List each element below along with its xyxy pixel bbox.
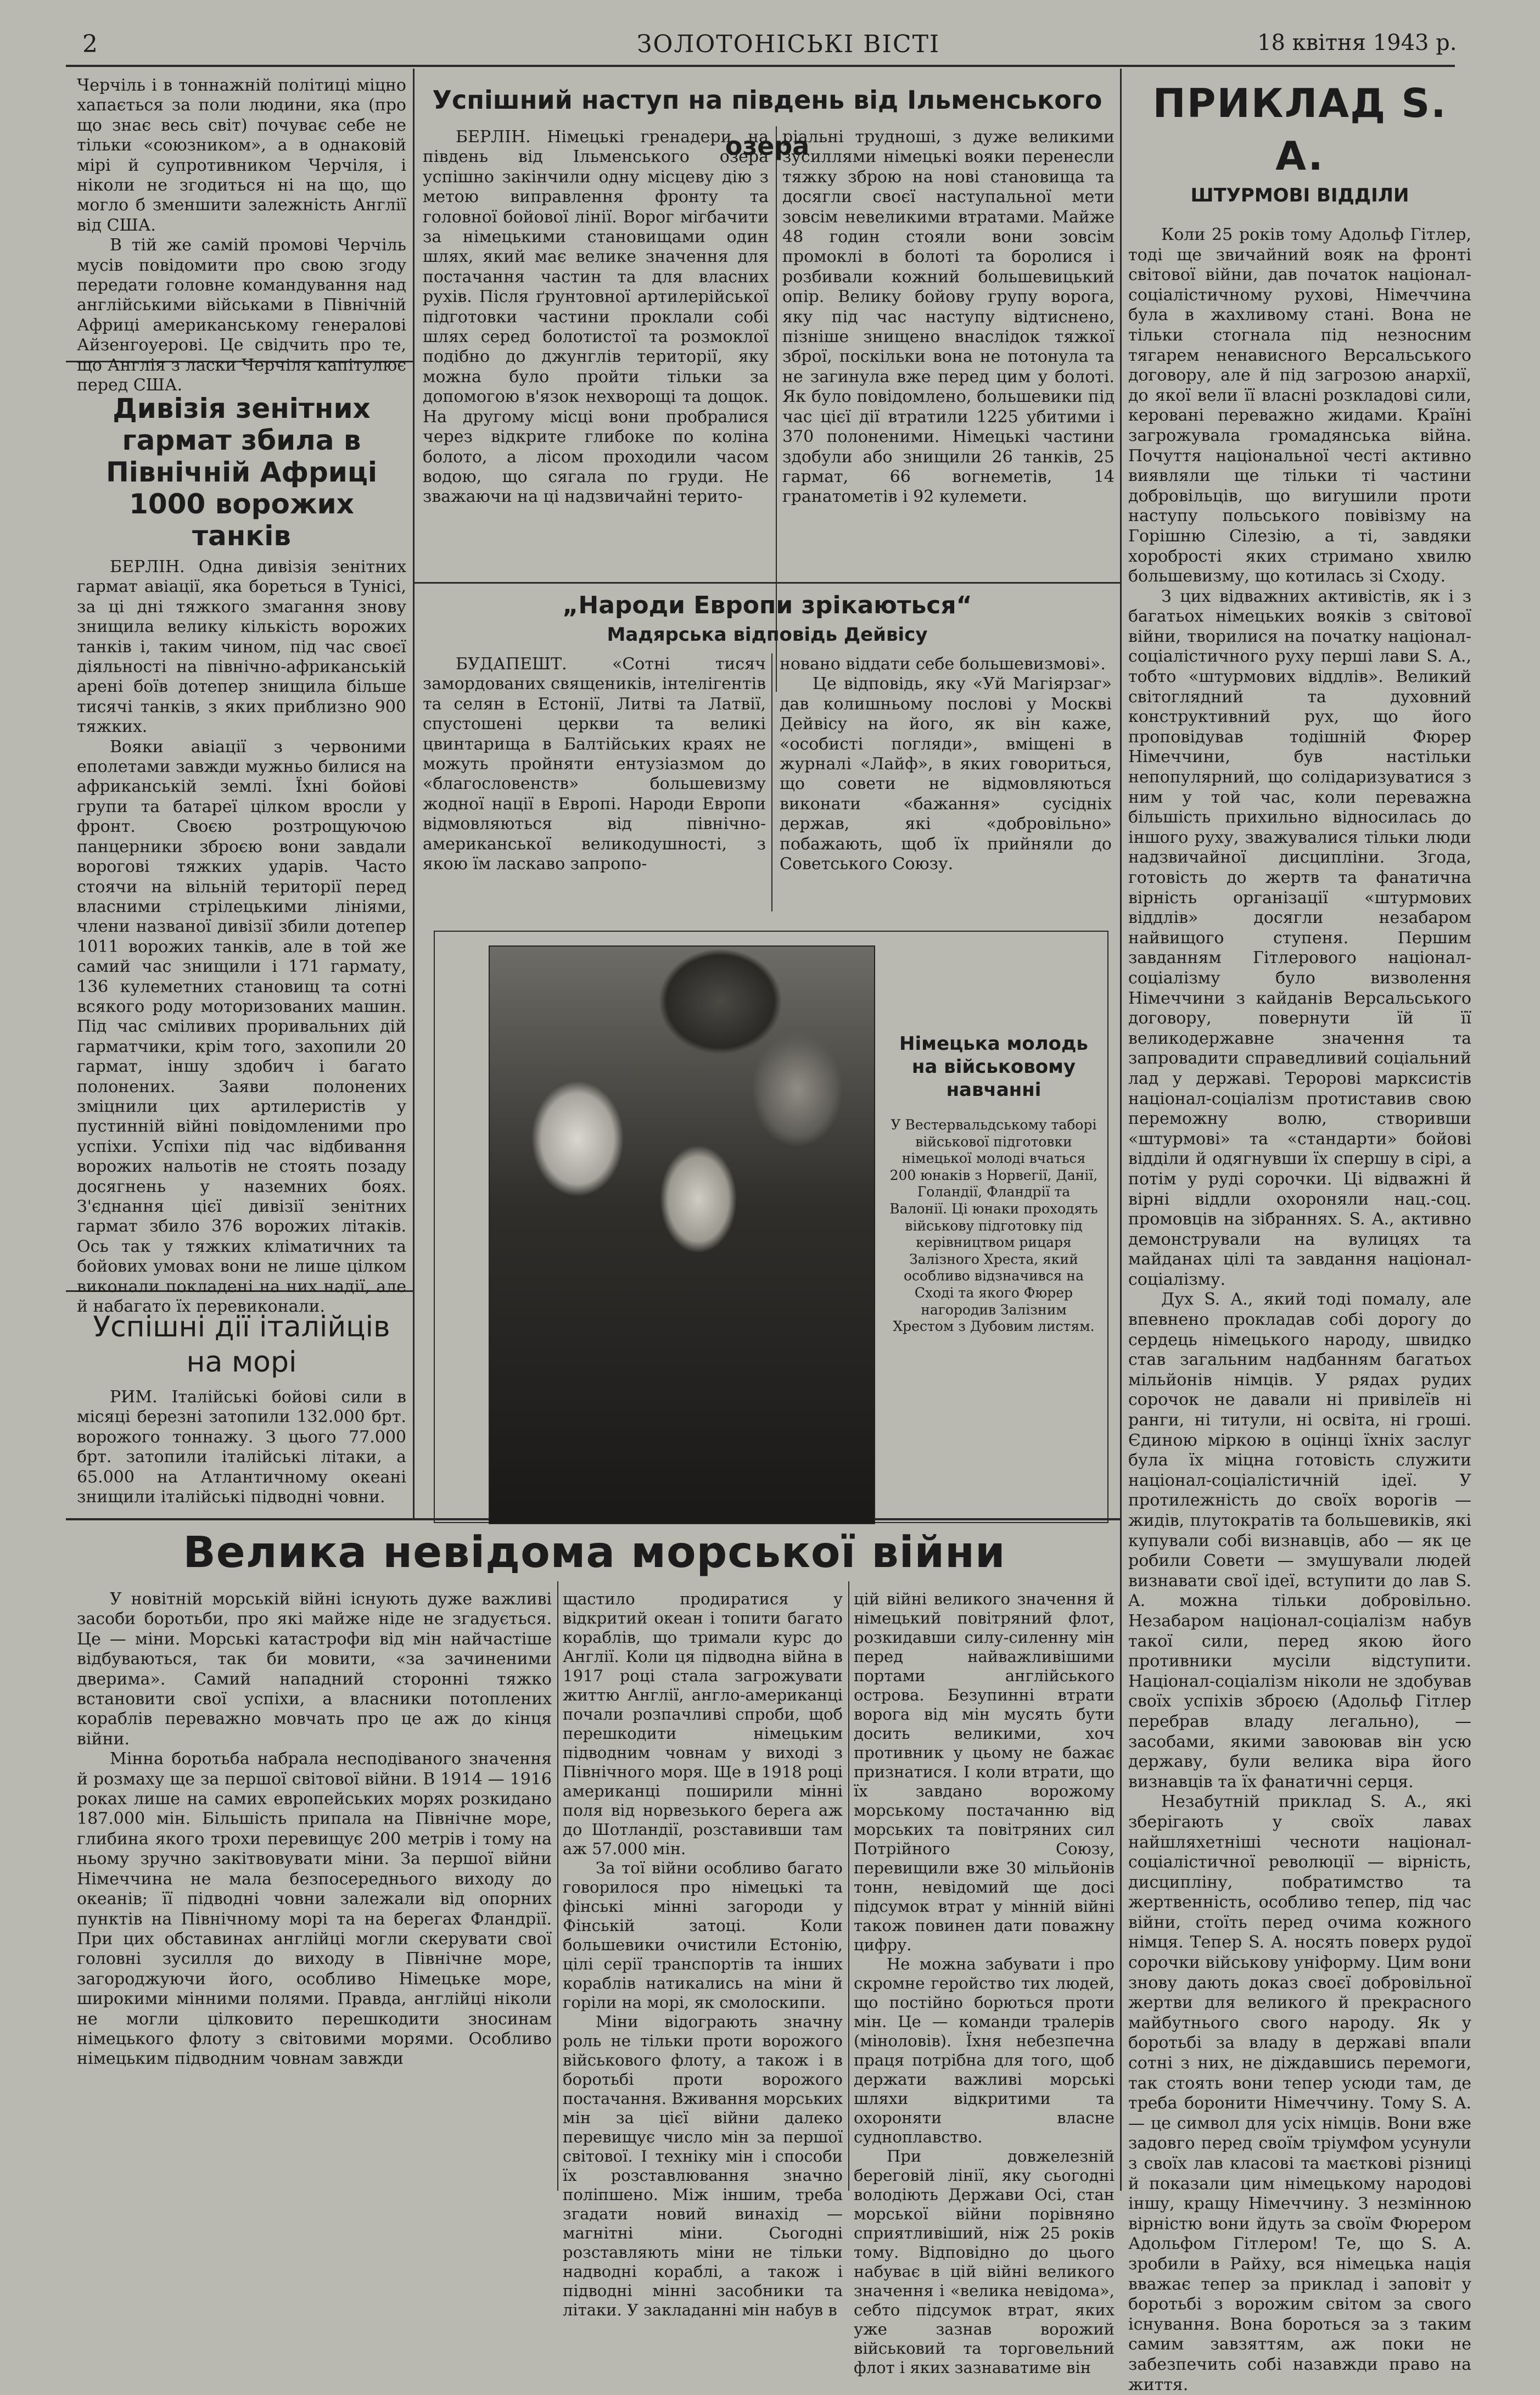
column-divider: [1120, 1518, 1122, 2191]
article-headline: „Народи Европи зрікаються“: [562, 591, 972, 619]
paragraph: У новітній морській війні існують дуже важливі засоби боротьби, про які майже ніде не згадується. Це — міни. Морські катастрофи від мін найчастіше відбуваються, так би мовити, «за зачиненими дверима». Самий нападний сторонні тяжко встановити свої успіхи, а власники потоплених кораблів переважно мовчать про це аж до кінця війни.: [77, 1590, 552, 1749]
paragraph: При довжелезній береговій лінії, яку сьогодні володіють Держави Осі, стан морської війни порівняно сприятливіший, ніж 25 років тому. Відповідно до цього набуває в цій війні великого значення і «велика невідома», себто підсумок втрат, яких уже зазнав ворожий військовий та торговельний флот і яких зазнаватиме він: [854, 2147, 1115, 2377]
paragraph: РИМ. Італійські бойові сили в місяці березні затопили 132.000 брт. ворожого тоннажу. З цього 77.000 брт. затопили італійські літаки, а 65.000 на Атлантичному океані знищили італійські підводні човни.: [77, 1387, 406, 1507]
article-mines-col-c: [854, 1590, 1115, 2377]
column-divider: [557, 1581, 558, 2191]
header-rule: [66, 65, 1455, 67]
section-rule: [415, 582, 1120, 584]
article-headline: Велика невідома морської війни: [183, 1528, 1006, 1577]
paragraph: БЕРЛІН. Німецькі гренадери на південь від Ільменського озера успішно закінчили одну місцеву дію з метою виправлення фронту та головної бойової лінії. Ворог мігбачити за німецькими становищами один шлях, який має велике значення для постачання частин та для власних рухів. Після ґрунтовної артилерійської підготовки частини проклали собі шлях серед болотистої та розмоклої подібно до джунглів території, яку можна було пройти тільки за допомогою в'язок нехворощі та дощок. На другому місці вони пробралися через відкрите глибоке по коліна болото, а лісом проходили часом водою, що сягала по груди. Не зважаючи на ці надзвичайні терито-: [423, 127, 769, 507]
article-mines-col-b: [563, 1590, 843, 2319]
article-headline: ПРИКЛАД S. A.: [1152, 80, 1447, 179]
paragraph: новано віддати себе большевизмові».: [780, 654, 1106, 674]
paragraph: ріальні трудноші, з дуже великими зусиллями німецькі вояки перенесли тяжку зброю на нові становища та досягли своєї наступальної мети зовсім невеликими втратами. Майже 48 годин стояли вони зовсім промоклі в болоті та боролися і розбивали кожний большевицький опір. Велику бойову групу ворога, яку під час наступу відтиснено, пізніше знищено внаслідок тяжкої зброї, поскільки вона не потонула та не загинула вже перед цим у болоті. Як було повідомлено, большевики під час цієї дії втратили 1225 убитими і 370 полоненими. Німецькі частини здобули або знищили 26 танків, 25 гармат, 66 вогнеметів, 14 гранатометів і 92 кулемети.: [782, 127, 1115, 507]
article-italians: [77, 1310, 406, 1515]
article-peoples-col-a: [423, 654, 766, 913]
column-divider: [848, 1581, 849, 2191]
article-sa: [1128, 77, 1471, 2394]
article-ilmen-col-a: [423, 127, 769, 578]
article-ilmen-col-b: [782, 127, 1115, 578]
photo-caption: [889, 1032, 1098, 1471]
paragraph: БЕРЛІН. Одна дивізія зенітних гармат авіації, яка бореться в Тунісі, за ці дні тяжкого змагання знову знищила велику кількість ворожих танків і, таким чином, під час своєї діяльності на північно-африканській арені боїв дотепер знищила більше тисячі танків, з яких приблизно 900 тяжких.: [77, 557, 406, 737]
column-1-continuation: [77, 76, 406, 395]
paragraph: Коли 25 років тому Адольф Гітлер, тоді ще звичайний вояк на фронті світової війни, дав початок націонал-соціалістичному рухові, Німеччина була в жахливому стані. Вона не тільки стогнала під незносним тягарем ненависного Версальського договору, але й під загрозою анархії, до якої вели її власні розкладові сили, керовані переважно жидами. Країні загрожувала громадянська війна. Почуття національної честі активно виявляли ще тільки ті частини добровільців, що виrушили проти наступу польського повівізму на Горішню Сілезію, а ті, завдяки хоробрості яких стримано хвилю большевизму, що котилась зі Сходу.: [1128, 225, 1471, 586]
article-mines-headline-box: [71, 1526, 1117, 1581]
article-headline: Дивізія зенітних гармат збила в Північній Африці 1000 ворожих танків: [105, 393, 378, 552]
paragraph: За тої війни особливо багато говорилося про німецькі та фінські мінні загороди у Фінській затоці. Коли большевики очистили Естонію, цілі серії транспортів та інших кораблів натикались на міни й горіли на морі, як смолоскипи.: [563, 1859, 843, 2012]
paragraph: БУДАПЕШТ. «Сотні тисяч замордованих священиків, інтелігентів та селян в Естонії, Литві та Латвії, спустошені церкви та великі цвинтарища в Балтійських краях не можуть пройняти ентузіазмом до «благословенств» большевизму жодної нації в Европі. Народи Европи відмовляються від північно-американської великодушності, з якою їм ласкаво запропо-: [423, 654, 766, 874]
article-anti-aircraft: [77, 393, 406, 1317]
article-peoples-col-b: [780, 654, 1112, 913]
article-headline: Успішні дії італійців на морі: [93, 1311, 390, 1379]
article-ilmen-headline-box: [420, 77, 1115, 161]
article-headline: Успішний наступ на південь від Ільменського озера: [432, 85, 1102, 161]
article-subhead: Мадярська відповідь Дейвісу: [607, 624, 928, 646]
paragraph: Не можна забувати і про скромне геройство тих людей, що постійно борються проти мін. Це — команди тралерів (міноловів). Їхня небезпечна праця потрібна для того, щоб держати важливі морські шляхи відкритими та охороняти власне судноплавство.: [854, 1955, 1115, 2146]
article-mines-col-a: [77, 1590, 552, 2193]
issue-date: 18 квітня 1943 р.: [1257, 30, 1457, 55]
paragraph: Черчіль і в тоннажній політиці міцно хапається за поли людини, яка (про що знає весь світ) почуває себе не тільки «союзником», а в однаковій мірі й супротивником Черчіля, і ніколи не згодиться ні на що, що могло б зменшити залежність Англії від США.: [77, 76, 406, 235]
paragraph: В тій же самій промові Черчіль мусів повідомити про свою згоду передати головне командування над англійськими військами в Північній Африці американському генералові Айзенгоуерові. Це свідчить про те, що Англія з ласки Черчіля капітулює перед США.: [77, 236, 406, 395]
photo-youth-training: [489, 945, 875, 1524]
column-divider: [413, 69, 415, 1518]
paragraph: Дух S. A., який тоді помалу, але впевнено прокладав собі дорогу до сердець німецького народу, швидко став загальним надбанням багатьох мільйонів німців. У рядах рудих сорочок не давали ні привілеїв ні ранги, ні титули, ні освіта, ні гроші. Єдиною міркою в оцінці їхніх заслуг була їх міцна готовість служити націонал-соціалістичній ідеї. У протилежність до своїх ворогів — жидів, плутократів та большевиків, які купували собі визнавців, або — як це робили Совети — змушували людей визнавати свої ідеї, вступити до лав S. A. можна тільки добровільно. Незабаром націонал-соціалізм набув такої сили, перед якою його противники мусіли відступити. Націонал-соціалізм ніколи не здобував своїх успіхів зброєю (Адольф Гітлер перебрав владу легально), — засобами, якими завоював він усю державу, були велика віра його визнавців та їх фанатичні серця.: [1128, 1290, 1471, 1792]
newspaper-title: ЗОЛОТОНІСЬКІ ВІСТІ: [637, 30, 940, 58]
page-number: 2: [82, 30, 98, 58]
paragraph: цій війні великого значення й німецький повітряний флот, розкидавши силу-силенну мін перед найважливішими портами англійського острова. Безупинні втрати ворога від мін мусять бути досить великими, хоч противник у цьому не бажає признатися. І коли втрати, що їх завдано ворожому морському постачанню від морських та повітряних сил Потрійного Союзу, перевищили вже 30 мільйонів тонн, невідомий ще досі підсумок втрат у мінній війні також повинен дати поважну цифру.: [854, 1590, 1115, 1954]
article-peoples-headline-box: [420, 590, 1115, 653]
caption-text: У Вестервальдському таборі військової підготовки німецької молоді вчаться 200 юнаків з Норвегії, Данії, Голандії, Фландрії та Валонії. Ці юнаки проходять військову підготовку під керівництвом рицаря Залізного Хреста, який особливо відзначився на Сході та якого Фюрер нагородив Залізним Хрестом з Дубовим листям.: [889, 1117, 1098, 1335]
paragraph: Це відповідь, яку «Уй Магіярзаг» дав колишньому послові у Москві Дейвісу на його, як він каже, «особисті погляди», вміщені в журналі «Лайф», в яких говориться, що совети не відмовляються виконати «бажання» сусідніх держав, які «добровільно» побажають, щоб їх прийняли до Советського Союзу.: [780, 674, 1112, 874]
column-divider: [771, 653, 772, 911]
column-divider: [1120, 69, 1122, 1518]
paragraph: Мінна боротьба набрала несподіваного значення й розмаху ще за першої світової війни. В 1914 — 1916 роках лише на самих европейських морях розкидано 187.000 мін. Більшість припала на Північне море, глибина якого трохи перевищує 200 метрів і тому на ньому зручно закітвовувати міни. За першої війни Німеччина не мала безпосереднього виходу до океанів; її підводні човни залежали від опорних пунктів на Північному морі та на берегах Фландрії. При цих обставинах англійці могли скерувати свої головні зусилля до виходу в Північне море, загороджуючи його, особливо Німецьке море, широкими мінними полями. Правда, англійці ніколи не могли цілковито перешкодити зносинам німецького флоту з світовими морями. Особливо німецьким підводним човнам завжди: [77, 1749, 552, 2069]
paragraph: З цих відважних активістів, як і з багатьох німецьких вояків з світової війни, творилися на початку націонал-соціалістичного руху перші лави S. A., тобто «штурмових віддлів». Великий світоглядний та духовний конструктивний рух, що його проповідував тодішній Фюрер Німеччини, був настільки непопулярний, що солідаризуватися з ним у той час, коли переважна більшість прихильно відносилась до іншого руху, зважувалися тільки люди надзвичайної дисципліни. Згода, готовість до жертв та фанатична вірність організації «штурмових віддлів» досягли незабаром найвищого ступеня. Першим завданням Гітлерового націонал-соціалізму було визволення Німеччини з кайданів Версальського договору, повернути їй її великодержавне значення та запровадити справедливий соціальний лад у державі. Теророві марксистів націонал-соціалізм протиставив свою переможну волю, створивши «штурмові» та «стандарти» бойові відділи й одягнувши їх спершу в сірі, а потім у руді сорочки. Ці відважні й вірні віддли охороняли нац.-соц. промовців на зібраннях. S. A., активно демонстрували на вулицях та майданах цілі та завдання націонал-соціалізму.: [1128, 586, 1471, 1289]
paragraph: щастило продиратися у відкритий океан і топити багато кораблів, що тримали курс до Англії. Коли ця підводна війна в 1917 році стала загрожувати життю Англії, англо-американці почали розпачливі спроби, щоб перешкодити німецьким підводним човнам у виході з Північного моря. Ще в 1918 році американці поширили мінні поля від норвезького берега аж до Шотландії, розставивши там аж 57.000 мін.: [563, 1590, 843, 1858]
caption-title: Німецька молодь на військовому навчанні: [899, 1033, 1088, 1101]
article-subhead: ШТУРМОВІ ВІДДІЛИ: [1190, 184, 1409, 206]
paragraph: Міни відограють значну роль не тільки проти ворожого військового флоту, а також і в боротьбі проти ворожого постачання. Вживання морських мін за цієї війни далеко перевищує число мін за першої світової. І техніку мін і способи їх розставлювання значно поліпшено. Між іншим, треба згадати новий винахід — магнітні міни. Сьогодні розставляють міни не тільки надводні кораблі, а також і підводні мінні засобники та літаки. У закладанні мін набув в: [563, 2012, 843, 2319]
paragraph: Вояки авіації з червоними еполетами завжди мужньо билися на африканській землі. Їхні бойові групи та батареї цілком вросли у фронт. Своєю розтрощуючою панцерники зброєю вони завдали ворогові тяжких ударів. Часто стоячи на вільній території перед власними стрілецькими лініями, члени названої дивізії збили дотепер 1011 ворожих танків, але в той же самий час знищили і 171 гармату, 136 кулеметних становищ та сотні всякого роду моторизованих машин. Під час сміливих проривальних дій гарматчики, крім того, захопили 20 гармат, іншу здобич і багато полонених. Заяви полонених зміцнили цих артилеристів у пустинній війні повідомленими про успіхи. Успіхи під час відбивання ворожих нальотів не стоять позаду досягнень у наземних боях. З'єднання цієї дивізії зенітних гармат збило 376 ворожих літаків. Ось так у тяжких кліматичних та бойових умовах вони не лише цілком виконали покладені на них надії, але й набагато їх перевиконали.: [77, 737, 406, 1317]
paragraph: Незабутній приклад S. A., які зберігають у своїх лавах найшляхетніші чесноти націонал-соціалістичної революції — вірність, дисципліну, побратимство та жертвенність, особливо тепер, під час війни, стоїть перед очима кожного німця. Тепер S. A. носять поверх рудої сорочки військову уніформу. Цим вони знову дають доказ своєї добровільної жертви для великого й прекрасного майбутнього свого народу. Як у боротьбі за владу в державі впали сотні з них, не діждавшись перемоги, так стоять вони тепер усюди там, де треба боронити Німеччину. Тому S. A. — це символ для усіх німців. Вони вже задовго перед своїм тріумфом усунули з своїх лав класові та маєткові різниці й показали цим німецькому народові іншу, кращу Німеччину. З незмінною вірністю вони йдуть за своїм Фюрером Адольфом Гітлером! Те, що S. A. зробили в Райху, вся німецька нація вважає тепер за приклад і заповіт у боротьбі з ворожим світом за свого існування. Вона бороться за з таким самим завзяттям, аж поки не забезпечить собі назавжди право на життя.: [1128, 1792, 1471, 2394]
